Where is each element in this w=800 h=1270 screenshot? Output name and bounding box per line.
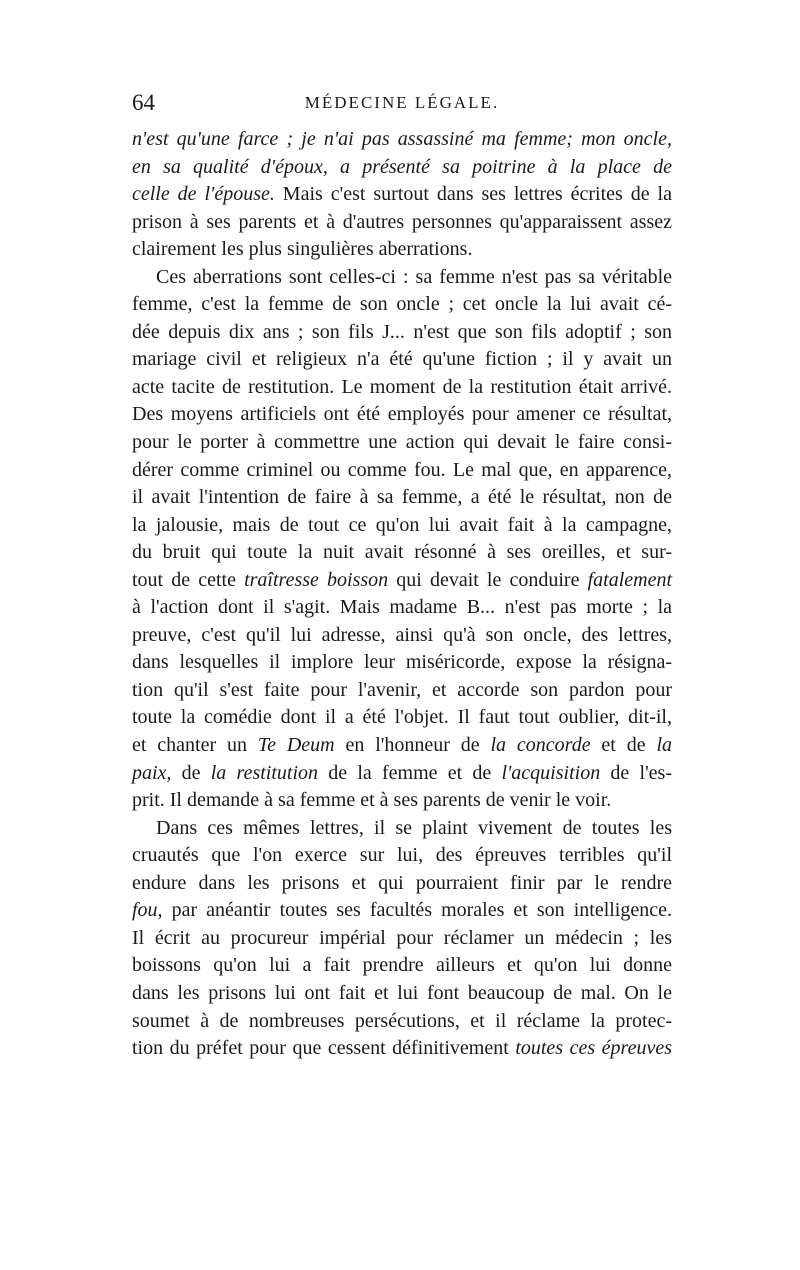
text-line	[132, 181, 672, 209]
running-head	[132, 90, 672, 120]
text-segment: dans les prisons lui ont fait et lui font beaucoup de mal. On le	[132, 981, 672, 1004]
text-line	[132, 346, 672, 374]
text-line	[132, 787, 672, 815]
text-line	[132, 760, 672, 788]
text-segment: par anéantir toutes ses facultés morales et son intelligence.	[162, 899, 672, 922]
text-segment: Mais c'est surtout dans ses lettres écrites de la	[274, 183, 672, 206]
text-segment: dérer comme criminel ou comme fou. Le mal que, en apparence,	[132, 458, 672, 481]
text-line	[132, 677, 672, 705]
text-segment: cruautés que l'on exerce sur lui, des épreuves terribles qu'il	[132, 844, 672, 867]
text-line	[132, 952, 672, 980]
text-line	[132, 622, 672, 650]
text-segment: tion du préfet pour que cessent définitivement	[132, 1037, 516, 1060]
text-line	[132, 539, 672, 567]
text-segment: du bruit qui toute la nuit avait résonné à ses oreilles, et sur-	[132, 541, 672, 564]
italic-text-segment: Te Deum	[257, 734, 335, 757]
text-segment: boissons qu'on lui a fait prendre ailleurs et qu'on lui donne	[132, 954, 672, 977]
text-segment: et chanter un	[132, 734, 258, 757]
text-line	[132, 925, 672, 953]
italic-text-segment: la concorde	[490, 734, 591, 757]
text-segment: la jalousie, mais de tout ce qu'on lui avait fait à la campagne,	[132, 513, 672, 536]
text-line	[132, 842, 672, 870]
text-segment: toute la comédie dont il a été l'objet. Il faut tout oublier, dit-il,	[132, 706, 672, 729]
text-segment: à l'action dont il s'agit. Mais madame B... n'est pas morte ; la	[132, 596, 672, 619]
italic-text-segment: l'acquisition	[501, 761, 601, 784]
text-segment: Il écrit au procureur impérial pour réclamer un médecin ; les	[132, 926, 672, 949]
italic-text-segment: n'est qu'une farce ; je n'ai pas assassiné ma femme; mon oncle,	[132, 128, 672, 150]
text-line	[132, 209, 672, 237]
italic-text-segment: la restitution	[210, 761, 319, 784]
text-line	[132, 567, 672, 595]
text-segment: de	[171, 761, 211, 784]
text-line	[132, 980, 672, 1008]
text-segment: et de	[590, 734, 657, 757]
text-segment: tion qu'il s'est faite pour l'avenir, et accorde son pardon pour	[132, 678, 672, 701]
text-segment: pour le porter à commettre une action qui devait le faire consi-	[132, 431, 672, 454]
italic-text-segment: paix,	[132, 761, 172, 784]
text-line	[132, 126, 672, 154]
italic-text-segment: fatalement	[587, 568, 673, 591]
text-segment: acte tacite de restitution. Le moment de la restitution était arrivé.	[132, 375, 672, 398]
running-title: MÉDECINE LÉGALE.	[304, 93, 500, 112]
text-segment: endure dans les prisons et qui pourraient finir par le rendre	[132, 871, 672, 894]
body-text	[132, 126, 672, 1063]
text-segment: Dans ces mêmes lettres, il se plaint vivement de toutes les	[156, 816, 672, 839]
text-line	[132, 649, 672, 677]
text-segment: tout de cette	[132, 568, 245, 591]
text-segment: dée depuis dix ans ; son fils J... n'est que son fils adoptif ; son	[132, 320, 672, 343]
text-segment: mariage civil et religieux n'a été qu'une fiction ; il y avait un	[132, 348, 672, 371]
text-segment: dans lesquelles il implore leur miséricorde, expose la résigna-	[132, 651, 672, 674]
text-line	[132, 704, 672, 732]
text-line	[132, 236, 672, 264]
text-line	[132, 512, 672, 540]
text-line	[132, 319, 672, 347]
text-segment: clairement les plus singulières aberrations.	[132, 238, 473, 261]
text-segment: soumet à de nombreuses persécutions, et il réclame la protec-	[132, 1009, 672, 1032]
text-line	[132, 1008, 672, 1036]
italic-text-segment: la	[656, 734, 673, 757]
italic-text-segment: traîtresse boisson	[244, 568, 389, 591]
text-segment: en l'honneur de	[334, 734, 491, 757]
text-segment: il avait l'intention de faire à sa femme, a été le résultat, non de	[132, 486, 672, 509]
text-line	[132, 1035, 672, 1063]
text-line	[132, 815, 672, 843]
text-segment: Ces aberrations sont celles-ci : sa femme n'est pas sa véritable	[156, 265, 672, 288]
text-line	[132, 374, 672, 402]
text-line	[132, 401, 672, 429]
page-number: 64	[132, 90, 155, 115]
text-line	[132, 594, 672, 622]
italic-text-segment: en sa qualité d'époux, a présenté sa poitrine à la place de	[132, 155, 672, 178]
text-line	[132, 291, 672, 319]
text-line	[132, 870, 672, 898]
text-line	[132, 732, 672, 760]
text-segment: de la femme et de	[318, 761, 502, 784]
text-segment: femme, c'est la femme de son oncle ; cet oncle la lui avait cé-	[132, 293, 672, 316]
italic-text-segment: celle de l'épouse.	[132, 183, 275, 206]
text-line	[132, 457, 672, 485]
text-segment: preuve, c'est qu'il lui adresse, ainsi qu'à son oncle, des lettres,	[132, 623, 672, 646]
text-line	[132, 429, 672, 457]
text-segment: de l'es-	[600, 761, 672, 784]
text-line	[132, 154, 672, 182]
text-segment: Des moyens artificiels ont été employés pour amener ce résultat,	[132, 403, 672, 426]
text-segment: prit. Il demande à sa femme et à ses parents de venir le voir.	[132, 789, 612, 812]
text-segment: qui devait le conduire	[388, 568, 588, 591]
italic-text-segment: toutes ces épreuves	[515, 1037, 672, 1060]
text-segment: prison à ses parents et à d'autres personnes qu'apparaissent assez	[132, 210, 672, 233]
text-line	[132, 264, 672, 292]
italic-text-segment: fou,	[132, 899, 163, 922]
text-line	[132, 897, 672, 925]
text-line	[132, 484, 672, 512]
